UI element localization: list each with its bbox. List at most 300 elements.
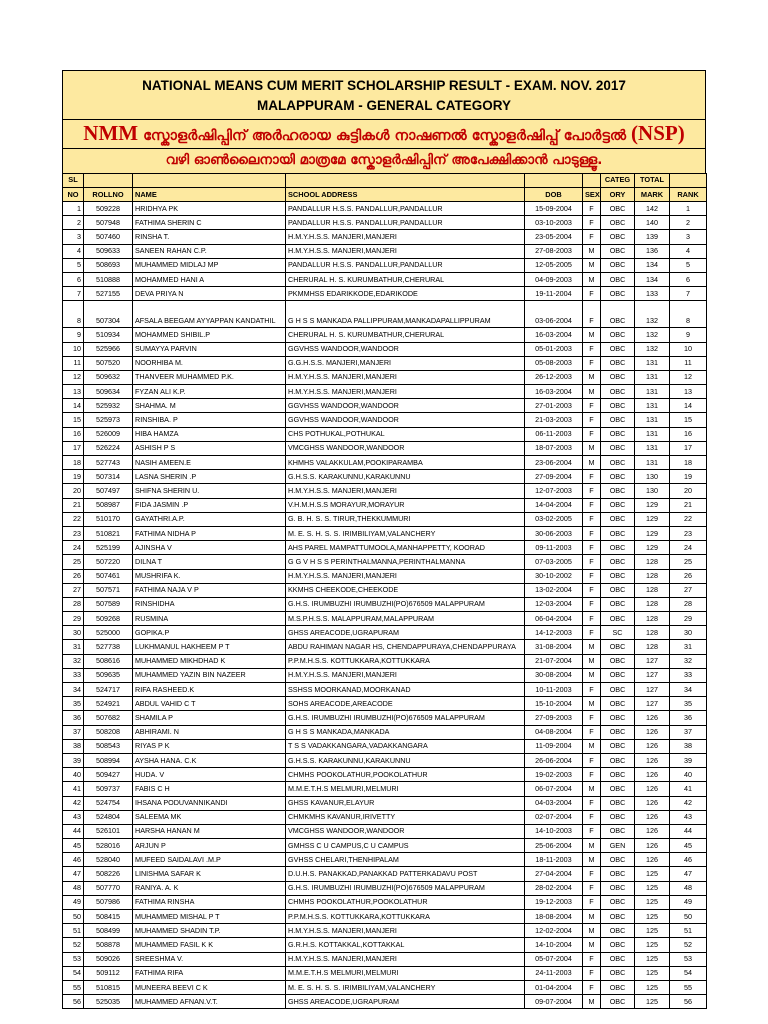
school-address-cell: H.M.Y.H.S.S. MANJERI,MANJERI xyxy=(286,385,525,399)
total-mark-cell: 126 xyxy=(635,796,670,810)
student-name-cell: MUFEED SAIDALAVI .M.P xyxy=(133,853,286,867)
dob-cell: 27-04-2004 xyxy=(525,867,583,881)
roll-no-cell: 507304 xyxy=(84,301,133,328)
school-address-cell: GGVHSS WANDOOR,WANDOOR xyxy=(286,399,525,413)
total-mark-cell: 132 xyxy=(635,301,670,328)
total-mark-cell: 127 xyxy=(635,654,670,668)
sl-no-cell: 48 xyxy=(63,881,84,895)
table-row xyxy=(63,654,707,668)
student-name-cell: AFSALA BEEGAM AYYAPPAN KANDATHIL xyxy=(133,301,286,328)
table-row xyxy=(63,569,707,583)
student-name-cell: RIFA RASHEED.K xyxy=(133,683,286,697)
dob-cell: 30-10-2002 xyxy=(525,569,583,583)
school-address-cell: AHS PAREL MAMPATTUMOOLA,MANHAPPETTY, KOORAD xyxy=(286,541,525,555)
roll-no-cell: 509634 xyxy=(84,385,133,399)
student-name-cell: FYZAN ALI K.P. xyxy=(133,385,286,399)
rank-cell: 8 xyxy=(670,301,707,328)
sl-no-cell: 6 xyxy=(63,272,84,286)
rank-cell: 5 xyxy=(670,258,707,272)
roll-no-cell: 526224 xyxy=(84,441,133,455)
table-row xyxy=(63,399,707,413)
rank-cell: 42 xyxy=(670,796,707,810)
table-row xyxy=(63,287,707,301)
table-row xyxy=(63,853,707,867)
roll-no-cell: 528040 xyxy=(84,853,133,867)
roll-no-cell: 507314 xyxy=(84,470,133,484)
roll-no-cell: 526101 xyxy=(84,824,133,838)
total-mark-cell: 126 xyxy=(635,711,670,725)
roll-no-cell: 524921 xyxy=(84,697,133,711)
roll-no-cell: 527743 xyxy=(84,456,133,470)
total-mark-cell: 131 xyxy=(635,413,670,427)
dob-cell: 16-03-2004 xyxy=(525,385,583,399)
total-mark-cell: 125 xyxy=(635,980,670,994)
sl-no-cell: 8 xyxy=(63,301,84,328)
dob-cell: 12-07-2003 xyxy=(525,484,583,498)
roll-no-cell: 507986 xyxy=(84,895,133,909)
category-cell: OBC xyxy=(601,966,635,980)
dob-cell: 13-02-2004 xyxy=(525,583,583,597)
page-title: NATIONAL MEANS CUM MERIT SCHOLARSHIP RESULT - EXAM. NOV. 2017 xyxy=(142,78,626,93)
rank-cell: 43 xyxy=(670,810,707,824)
sex-cell: M xyxy=(583,441,601,455)
notice-line-2: വഴി ഓൺലൈനായി മാത്രമേ സ്കോളർഷിപ്പിന് അപേക്ഷിക്കാൻ പാടുള്ളൂ. xyxy=(63,148,705,173)
table-row xyxy=(63,456,707,470)
roll-no-cell: 510170 xyxy=(84,512,133,526)
school-address-cell: T S S VADAKKANGARA,VADAKKANGARA xyxy=(286,739,525,753)
category-cell: OBC xyxy=(601,456,635,470)
total-mark-cell: 126 xyxy=(635,839,670,853)
category-cell: OBC xyxy=(601,597,635,611)
dob-cell: 30-06-2003 xyxy=(525,526,583,540)
roll-no-cell: 525199 xyxy=(84,541,133,555)
dob-cell: 11-09-2004 xyxy=(525,739,583,753)
student-name-cell: LASNA SHERIN .P xyxy=(133,470,286,484)
sl-no-cell: 15 xyxy=(63,413,84,427)
rank-cell: 25 xyxy=(670,555,707,569)
dob-cell: 21-03-2003 xyxy=(525,413,583,427)
sl-no-cell: 44 xyxy=(63,824,84,838)
table-row xyxy=(63,924,707,938)
sl-no-cell: 47 xyxy=(63,867,84,881)
sex-cell: M xyxy=(583,995,601,1009)
rank-cell: 33 xyxy=(670,668,707,682)
rank-cell: 32 xyxy=(670,654,707,668)
student-name-cell: MUSHRIFA K. xyxy=(133,569,286,583)
dob-cell: 25-06-2004 xyxy=(525,839,583,853)
sl-no-cell: 52 xyxy=(63,938,84,952)
dob-cell: 14-10-2004 xyxy=(525,938,583,952)
student-name-cell: SUMAYYA PARVIN xyxy=(133,342,286,356)
sex-cell: F xyxy=(583,541,601,555)
sex-cell: M xyxy=(583,938,601,952)
roll-no-cell: 507461 xyxy=(84,569,133,583)
sex-cell: F xyxy=(583,810,601,824)
roll-no-cell: 509228 xyxy=(84,202,133,216)
rank-cell: 24 xyxy=(670,541,707,555)
dob-cell: 06-04-2004 xyxy=(525,612,583,626)
school-address-cell: M.M.E.T.H.S MELMURI,MELMURI xyxy=(286,782,525,796)
dob-cell: 12-03-2004 xyxy=(525,597,583,611)
total-mark-cell: 131 xyxy=(635,370,670,384)
sex-cell: F xyxy=(583,512,601,526)
total-mark-cell: 126 xyxy=(635,810,670,824)
category-cell: OBC xyxy=(601,484,635,498)
table-row xyxy=(63,668,707,682)
sex-cell: F xyxy=(583,301,601,328)
sl-no-cell: 38 xyxy=(63,739,84,753)
school-address-cell: GHSS KAVANUR,ELAYUR xyxy=(286,796,525,810)
category-cell: OBC xyxy=(601,725,635,739)
student-name-cell: FIDA JASMIN .P xyxy=(133,498,286,512)
sex-cell: M xyxy=(583,272,601,286)
student-name-cell: FABIS C H xyxy=(133,782,286,796)
dob-cell: 19-02-2003 xyxy=(525,768,583,782)
dob-cell: 28-02-2004 xyxy=(525,881,583,895)
sex-cell: F xyxy=(583,356,601,370)
total-mark-cell: 140 xyxy=(635,216,670,230)
table-row xyxy=(63,612,707,626)
roll-no-cell: 525035 xyxy=(84,995,133,1009)
results-body xyxy=(63,202,707,1009)
rank-cell: 53 xyxy=(670,952,707,966)
total-mark-cell: 133 xyxy=(635,287,670,301)
student-name-cell: THANVEER MUHAMMED P.K. xyxy=(133,370,286,384)
rank-cell: 27 xyxy=(670,583,707,597)
sex-cell: F xyxy=(583,612,601,626)
dob-cell: 02-07-2004 xyxy=(525,810,583,824)
rank-cell: 48 xyxy=(670,881,707,895)
sex-cell: F xyxy=(583,470,601,484)
rank-cell: 23 xyxy=(670,526,707,540)
dob-cell: 19-11-2004 xyxy=(525,287,583,301)
header-blank xyxy=(133,174,286,188)
total-mark-cell: 125 xyxy=(635,881,670,895)
rank-cell: 37 xyxy=(670,725,707,739)
school-address-cell: G H S S MANKADA,MANKADA xyxy=(286,725,525,739)
total-mark-cell: 134 xyxy=(635,258,670,272)
sex-cell: F xyxy=(583,895,601,909)
total-mark-cell: 128 xyxy=(635,640,670,654)
student-name-cell: MUHAMMED MIKHDHAD K xyxy=(133,654,286,668)
school-address-cell: PANDALLUR H.S.S. PANDALLUR,PANDALLUR xyxy=(286,216,525,230)
rank-cell: 10 xyxy=(670,342,707,356)
school-address-cell: G.H.S. IRUMBUZHI IRUMBUZHI(PO)676509 MALAPPURAM xyxy=(286,711,525,725)
category-cell: OBC xyxy=(601,768,635,782)
sex-cell: M xyxy=(583,640,601,654)
total-mark-cell: 132 xyxy=(635,342,670,356)
sl-no-cell: 33 xyxy=(63,668,84,682)
dob-cell: 14-12-2003 xyxy=(525,626,583,640)
roll-no-cell: 507770 xyxy=(84,881,133,895)
table-row xyxy=(63,711,707,725)
table-row xyxy=(63,470,707,484)
rank-cell: 31 xyxy=(670,640,707,654)
dob-cell: 05-08-2003 xyxy=(525,356,583,370)
header-blank xyxy=(84,174,133,188)
student-name-cell: SALEEMA MK xyxy=(133,810,286,824)
sex-cell: M xyxy=(583,328,601,342)
school-address-cell: P.P.M.H.S.S. KOTTUKKARA,KOTTUKKARA xyxy=(286,910,525,924)
rank-cell: 28 xyxy=(670,597,707,611)
table-row xyxy=(63,640,707,654)
rank-cell: 34 xyxy=(670,683,707,697)
school-address-cell: G.H.S.S. KARAKUNNU,KARAKUNNU xyxy=(286,470,525,484)
student-name-cell: RINSHIBA. P xyxy=(133,413,286,427)
category-cell: OBC xyxy=(601,470,635,484)
table-row xyxy=(63,413,707,427)
dob-cell: 12-02-2004 xyxy=(525,924,583,938)
sex-cell: M xyxy=(583,668,601,682)
roll-no-cell: 525932 xyxy=(84,399,133,413)
school-address-cell: H.M.Y.H.S.S. MANJERI,MANJERI xyxy=(286,668,525,682)
sex-cell: F xyxy=(583,725,601,739)
student-name-cell: MUNEERA BEEVI C K xyxy=(133,980,286,994)
school-address-cell: GGVHSS WANDOOR,WANDOOR xyxy=(286,413,525,427)
school-address-cell: G.R.H.S. KOTTAKKAL,KOTTAKKAL xyxy=(286,938,525,952)
category-cell: OBC xyxy=(601,498,635,512)
table-row xyxy=(63,258,707,272)
school-address-cell: G G V H S S PERINTHALMANNA,PERINTHALMANNA xyxy=(286,555,525,569)
category-cell: OBC xyxy=(601,895,635,909)
sl-no-cell: 40 xyxy=(63,768,84,782)
sl-no-cell: 14 xyxy=(63,399,84,413)
notice-nsp: (NSP) xyxy=(631,121,685,145)
category-cell: OBC xyxy=(601,881,635,895)
category-cell: GEN xyxy=(601,839,635,853)
category-cell: SC xyxy=(601,626,635,640)
total-mark-cell: 127 xyxy=(635,668,670,682)
student-name-cell: RANIYA. A. K xyxy=(133,881,286,895)
school-address-cell: V.H.M.H.S.S MORAYUR,MORAYUR xyxy=(286,498,525,512)
rank-cell: 50 xyxy=(670,910,707,924)
category-cell: OBC xyxy=(601,654,635,668)
header-blank xyxy=(583,174,601,188)
total-mark-cell: 125 xyxy=(635,995,670,1009)
dob-cell: 03-02-2005 xyxy=(525,512,583,526)
total-mark-cell: 130 xyxy=(635,470,670,484)
student-name-cell: RUSMINA xyxy=(133,612,286,626)
total-mark-cell: 139 xyxy=(635,230,670,244)
table-row xyxy=(63,202,707,216)
rank-cell: 38 xyxy=(670,739,707,753)
sl-no-cell: 18 xyxy=(63,456,84,470)
dob-cell: 31-08-2004 xyxy=(525,640,583,654)
total-mark-cell: 128 xyxy=(635,569,670,583)
sex-cell: F xyxy=(583,569,601,583)
student-name-cell: SHIFNA SHERIN U. xyxy=(133,484,286,498)
category-cell: OBC xyxy=(601,244,635,258)
category-cell: OBC xyxy=(601,385,635,399)
sex-cell: F xyxy=(583,484,601,498)
category-cell: OBC xyxy=(601,583,635,597)
rank-cell: 36 xyxy=(670,711,707,725)
school-address-cell: CHMHS POOKOLATHUR,POOKOLATHUR xyxy=(286,768,525,782)
total-mark-cell: 129 xyxy=(635,541,670,555)
sl-no-cell: 5 xyxy=(63,258,84,272)
total-mark-cell: 129 xyxy=(635,498,670,512)
rank-cell: 55 xyxy=(670,980,707,994)
category-cell: OBC xyxy=(601,342,635,356)
dob-cell: 04-09-2003 xyxy=(525,272,583,286)
table-row xyxy=(63,810,707,824)
table-row xyxy=(63,683,707,697)
student-name-cell: MUHAMMED YAZIN BIN NAZEER xyxy=(133,668,286,682)
total-mark-cell: 125 xyxy=(635,938,670,952)
table-row xyxy=(63,952,707,966)
roll-no-cell: 509026 xyxy=(84,952,133,966)
student-name-cell: SANEEN RAHAN C.P. xyxy=(133,244,286,258)
dob-cell: 27-08-2003 xyxy=(525,244,583,258)
table-row xyxy=(63,484,707,498)
school-address-cell: H.M.Y.H.S.S. MANJERI,MANJERI xyxy=(286,370,525,384)
dob-cell: 07-03-2005 xyxy=(525,555,583,569)
school-address-cell: G.H.S. IRUMBUZHI IRUMBUZHI(PO)676509 MALAPPURAM xyxy=(286,597,525,611)
rank-cell: 45 xyxy=(670,839,707,853)
category-cell: OBC xyxy=(601,753,635,767)
roll-no-cell: 507682 xyxy=(84,711,133,725)
header-blank xyxy=(525,174,583,188)
roll-no-cell: 509737 xyxy=(84,782,133,796)
sex-cell: F xyxy=(583,342,601,356)
table-row xyxy=(63,626,707,640)
rank-cell: 11 xyxy=(670,356,707,370)
rank-cell: 35 xyxy=(670,697,707,711)
sl-no-cell: 13 xyxy=(63,385,84,399)
student-name-cell: SHAMILA P xyxy=(133,711,286,725)
sex-cell: F xyxy=(583,980,601,994)
sex-cell: F xyxy=(583,555,601,569)
notice-line-1 xyxy=(63,119,705,148)
school-address-cell: VMCGHSS WANDOOR,WANDOOR xyxy=(286,441,525,455)
sl-no-cell: 28 xyxy=(63,597,84,611)
total-mark-cell: 126 xyxy=(635,725,670,739)
total-mark-cell: 125 xyxy=(635,924,670,938)
header-name: NAME xyxy=(133,188,286,202)
sl-no-cell: 42 xyxy=(63,796,84,810)
table-row xyxy=(63,244,707,258)
sl-no-cell: 26 xyxy=(63,569,84,583)
dob-cell: 26-12-2003 xyxy=(525,370,583,384)
table-row xyxy=(63,980,707,994)
dob-cell: 06-07-2004 xyxy=(525,782,583,796)
table-row xyxy=(63,597,707,611)
school-address-cell: H.M.Y.H.S.S. MANJERI,MANJERI xyxy=(286,952,525,966)
total-mark-cell: 126 xyxy=(635,782,670,796)
rank-cell: 7 xyxy=(670,287,707,301)
sex-cell: M xyxy=(583,739,601,753)
school-address-cell: GHSS AREACODE,UGRAPURAM xyxy=(286,626,525,640)
school-address-cell: SSHSS MOORKANAD,MOORKANAD xyxy=(286,683,525,697)
student-name-cell: LINISHMA SAFAR K xyxy=(133,867,286,881)
roll-no-cell: 507571 xyxy=(84,583,133,597)
sl-no-cell: 54 xyxy=(63,966,84,980)
dob-cell: 09-11-2003 xyxy=(525,541,583,555)
total-mark-cell: 128 xyxy=(635,612,670,626)
rank-cell: 54 xyxy=(670,966,707,980)
student-name-cell: HARSHA HANAN M xyxy=(133,824,286,838)
sl-no-cell: 46 xyxy=(63,853,84,867)
table-row xyxy=(63,216,707,230)
sl-no-cell: 1 xyxy=(63,202,84,216)
category-cell: OBC xyxy=(601,441,635,455)
table-row xyxy=(63,697,707,711)
student-name-cell: FATHIMA RINSHA xyxy=(133,895,286,909)
dob-cell: 30-08-2004 xyxy=(525,668,583,682)
school-address-cell: PANDALLUR H.S.S. PANDALLUR,PANDALLUR xyxy=(286,202,525,216)
school-address-cell: GMHSS C U CAMPUS,C U CAMPUS xyxy=(286,839,525,853)
total-mark-cell: 126 xyxy=(635,853,670,867)
school-address-cell: KHMHS VALAKKULAM,POOKIPARAMBA xyxy=(286,456,525,470)
school-address-cell: G.H.S.S. KARAKUNNU,KARAKUNNU xyxy=(286,753,525,767)
roll-no-cell: 507589 xyxy=(84,597,133,611)
total-mark-cell: 127 xyxy=(635,697,670,711)
sex-cell: F xyxy=(583,711,601,725)
school-address-cell: M. E. S. H. S. S. IRIMBILIYAM,VALANCHERY xyxy=(286,980,525,994)
sex-cell: F xyxy=(583,526,601,540)
total-mark-cell: 125 xyxy=(635,895,670,909)
student-name-cell: LUKHMANUL HAKHEEM P T xyxy=(133,640,286,654)
rank-cell: 18 xyxy=(670,456,707,470)
sl-no-cell: 9 xyxy=(63,328,84,342)
roll-no-cell: 508499 xyxy=(84,924,133,938)
roll-no-cell: 527738 xyxy=(84,640,133,654)
category-cell: OBC xyxy=(601,427,635,441)
dob-cell: 27-09-2003 xyxy=(525,711,583,725)
dob-cell: 15-09-2004 xyxy=(525,202,583,216)
rank-cell: 41 xyxy=(670,782,707,796)
sex-cell: F xyxy=(583,768,601,782)
sex-cell: F xyxy=(583,796,601,810)
sex-cell: F xyxy=(583,597,601,611)
roll-no-cell: 508994 xyxy=(84,753,133,767)
roll-no-cell: 509635 xyxy=(84,668,133,682)
dob-cell: 05-01-2003 xyxy=(525,342,583,356)
category-cell: OBC xyxy=(601,230,635,244)
sl-no-cell: 16 xyxy=(63,427,84,441)
rank-cell: 26 xyxy=(670,569,707,583)
table-row xyxy=(63,427,707,441)
table-row xyxy=(63,441,707,455)
header-category-bottom: ORY xyxy=(601,188,635,202)
sl-no-cell: 29 xyxy=(63,612,84,626)
roll-no-cell: 525000 xyxy=(84,626,133,640)
total-mark-cell: 130 xyxy=(635,484,670,498)
school-address-cell: GGVHSS WANDOOR,WANDOOR xyxy=(286,342,525,356)
sl-no-cell: 19 xyxy=(63,470,84,484)
category-cell: OBC xyxy=(601,526,635,540)
dob-cell: 14-04-2004 xyxy=(525,498,583,512)
header-school: SCHOOL ADDRESS xyxy=(286,188,525,202)
category-cell: OBC xyxy=(601,995,635,1009)
student-name-cell: MUHAMMED SHADIN T.P. xyxy=(133,924,286,938)
school-address-cell: G.H.S. IRUMBUZHI IRUMBUZHI(PO)676509 MALAPPURAM xyxy=(286,881,525,895)
total-mark-cell: 125 xyxy=(635,966,670,980)
sex-cell: F xyxy=(583,824,601,838)
dob-cell: 18-11-2003 xyxy=(525,853,583,867)
student-name-cell: DEVA PRIYA N xyxy=(133,287,286,301)
sex-cell: F xyxy=(583,427,601,441)
category-cell: OBC xyxy=(601,824,635,838)
rank-cell: 40 xyxy=(670,768,707,782)
student-name-cell: SHAHMA. M xyxy=(133,399,286,413)
table-row xyxy=(63,739,707,753)
category-cell: OBC xyxy=(601,301,635,328)
school-address-cell: KKMHS CHEEKODE,CHEEKODE xyxy=(286,583,525,597)
roll-no-cell: 509633 xyxy=(84,244,133,258)
student-name-cell: HIBA HAMZA xyxy=(133,427,286,441)
roll-no-cell: 507460 xyxy=(84,230,133,244)
